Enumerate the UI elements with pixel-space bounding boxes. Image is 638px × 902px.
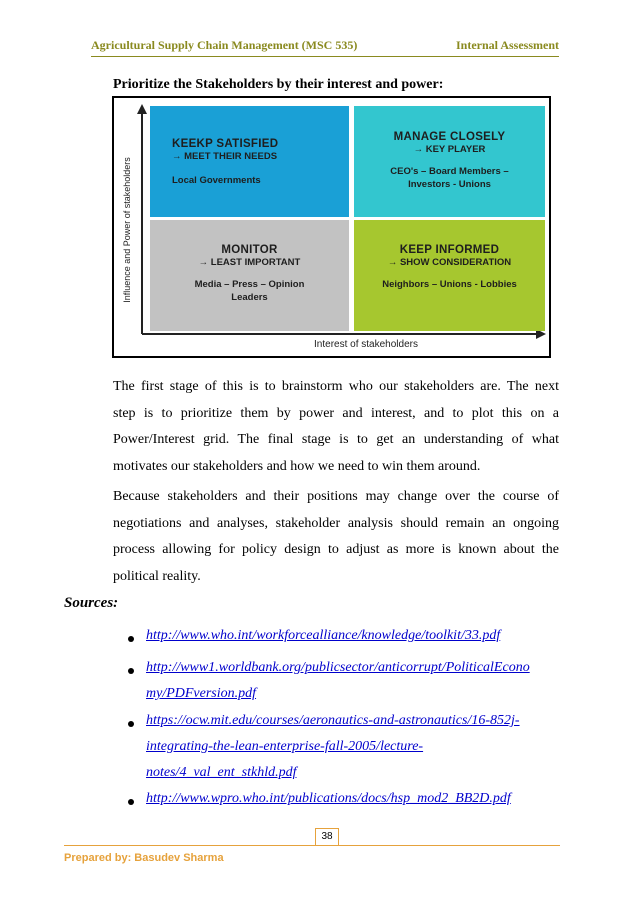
quadrant-title: MONITOR <box>221 244 278 256</box>
header-course-title: Agricultural Supply Chain Management (MSC 535) <box>91 38 358 52</box>
y-axis-arrow <box>137 104 147 114</box>
quadrant-members <box>172 174 341 187</box>
paragraph-line: Because stakeholders and their positions may change over the course of <box>113 489 559 504</box>
quadrant-subtitle: → KEY PLAYER <box>413 144 486 155</box>
quadrant-monitor <box>150 220 349 331</box>
footer-author: Prepared by: Basudev Sharma <box>64 852 224 864</box>
quadrant-title: KEEKP SATISFIED <box>172 138 279 150</box>
sources-heading: Sources: <box>64 595 119 611</box>
member-line: CEO's – Board Members – <box>390 166 509 177</box>
quadrant-subtitle: → LEAST IMPORTANT <box>198 257 301 268</box>
member-line: Leaders <box>231 292 268 303</box>
source-link-continued[interactable]: integrating-the-lean-enterprise-fall-2005/lecture- <box>146 739 424 754</box>
quadrant-members <box>360 278 539 291</box>
source-link-continued[interactable]: my/PDFversion.pdf <box>146 686 257 701</box>
paragraph-line: political reality. <box>113 568 201 584</box>
source-link[interactable]: http://www1.worldbank.org/publicsector/anticorrupt/PoliticalEcono <box>146 660 530 675</box>
member-line: Media – Press – Opinion <box>194 279 305 290</box>
member-line: Investors - Unions <box>408 179 491 190</box>
paragraph-line: step is to prioritize them by power and interest, and to plot this on a <box>113 405 559 421</box>
paragraph-line: The first stage of this is to brainstorm who our stakeholders are. The next <box>113 379 559 394</box>
bullet-icon <box>128 668 134 674</box>
section-title: Prioritize the Stakeholders by their interest and power: <box>113 77 444 92</box>
page-header <box>91 38 559 58</box>
source-link[interactable]: http://www.wpro.who.int/publications/docs/hsp_mod2_BB2D.pdf <box>146 791 511 806</box>
paragraph-line: motivates our stakeholders and how we need to win them around. <box>113 458 481 474</box>
paragraph-line: negotiations and analyses, stakeholder analysis should remain an ongoing <box>113 515 559 531</box>
quadrant-members <box>156 278 343 304</box>
header-assessment-label: Internal Assessment <box>455 38 559 52</box>
paragraph-line: Power/Interest grid. The final stage is to get an understanding of what <box>113 432 559 447</box>
bullet-icon <box>128 636 134 642</box>
power-interest-grid-figure <box>112 96 551 358</box>
x-axis-label: Interest of stakeholders <box>314 339 418 350</box>
member-line: Neighbors – Unions - Lobbies <box>382 279 517 290</box>
source-link[interactable]: https://ocw.mit.edu/courses/aeronautics-and-astronautics/16-852j- <box>146 713 520 728</box>
paragraph-line: process allowing for policy design to adjust as more is known about the <box>113 542 559 557</box>
header-divider <box>91 56 559 57</box>
source-link-continued[interactable]: notes/4_val_ent_stkhld.pdf <box>146 765 297 780</box>
member-line: Local Governments <box>172 175 261 186</box>
quadrant-keep-informed <box>354 220 545 331</box>
footer-divider <box>64 845 560 846</box>
quadrant-manage-closely <box>354 106 545 217</box>
paragraph-ongoing-analysis <box>113 484 559 590</box>
bullet-icon <box>128 799 134 805</box>
paragraph-stakeholder-stages <box>113 374 559 480</box>
source-link[interactable]: http://www.who.int/workforcealliance/knowledge/toolkit/33.pdf <box>146 628 501 643</box>
quadrant-keep-satisfied <box>150 106 349 217</box>
quadrant-members <box>360 165 539 191</box>
y-axis-label: Influence and Power of stakeholders <box>122 157 132 303</box>
bullet-icon <box>128 721 134 727</box>
quadrant-subtitle: → SHOW CONSIDERATION <box>387 257 512 268</box>
quadrant-subtitle: → MEET THEIR NEEDS <box>172 151 278 162</box>
quadrant-title: MANAGE CLOSELY <box>393 131 506 143</box>
quadrant-title: KEEP INFORMED <box>399 244 500 256</box>
page-number: 38 <box>315 828 339 846</box>
